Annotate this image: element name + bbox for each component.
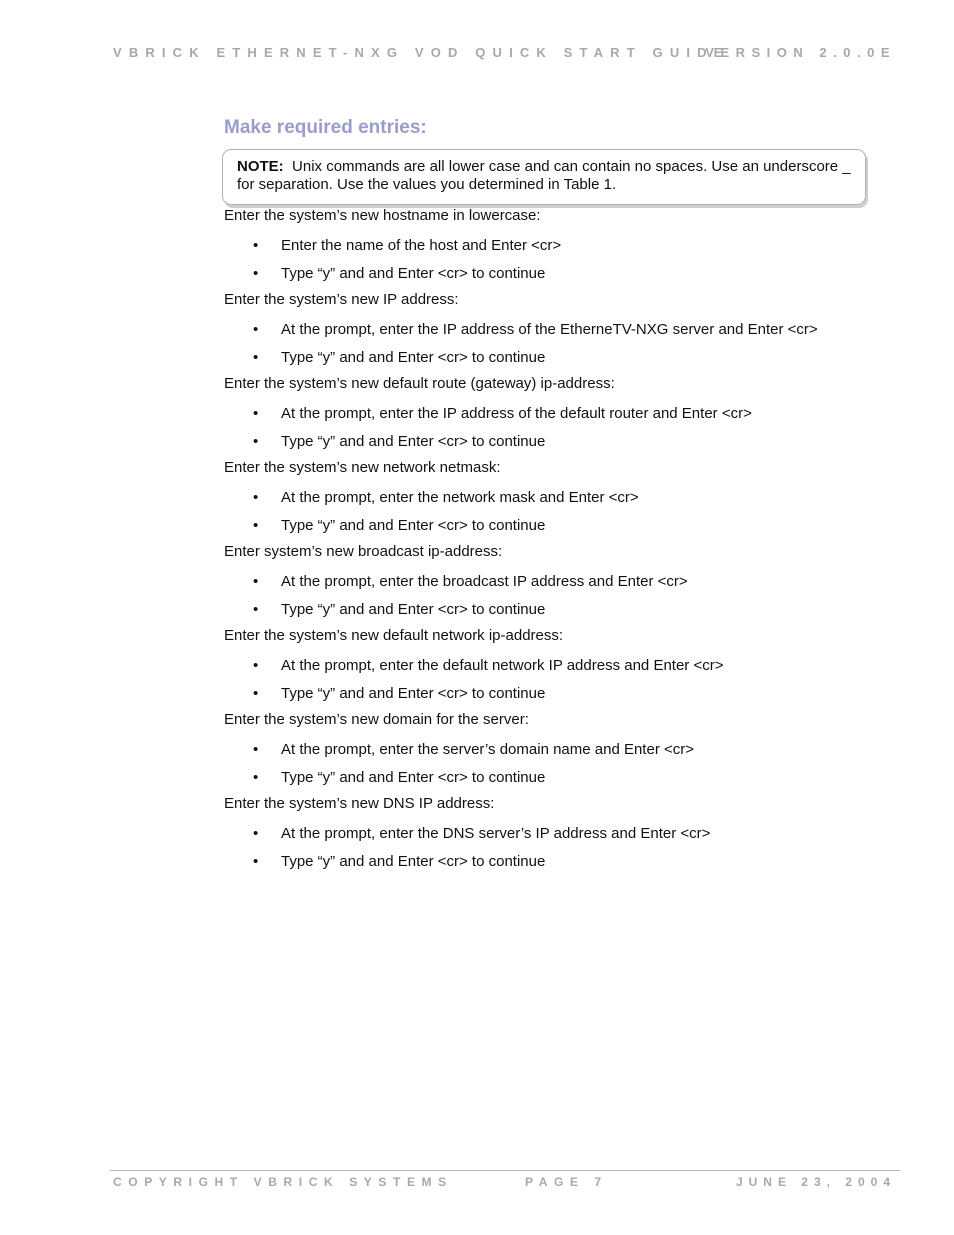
- bullet-icon: •: [253, 853, 259, 870]
- instruction-intro: Enter the system’s new DNS IP address:: [224, 795, 495, 812]
- list-item: [224, 232, 904, 260]
- list-item: [224, 764, 904, 792]
- list-item-text: At the prompt, enter the network mask and Enter <cr>: [281, 489, 639, 506]
- list-item: [224, 344, 904, 372]
- list-item: [224, 316, 904, 344]
- list-item-text: Enter the name of the host and Enter <cr>: [281, 237, 562, 254]
- bullet-icon: •: [253, 265, 259, 282]
- list-item: [224, 820, 904, 848]
- note-label: NOTE:: [237, 158, 284, 175]
- footer-rule: [110, 1170, 900, 1171]
- section-heading: Make required entries:: [224, 117, 427, 138]
- list-item-text: Type “y” and and Enter <cr> to continue: [281, 433, 546, 450]
- bullet-icon: •: [253, 685, 259, 702]
- list-item-text: At the prompt, enter the default network IP address and Enter <cr>: [281, 657, 724, 674]
- instruction-intro: Enter the system’s new default route (gateway) ip-address:: [224, 375, 615, 392]
- list-item: [224, 484, 904, 512]
- list-item-text: Type “y” and and Enter <cr> to continue: [281, 349, 546, 366]
- bullet-icon: •: [253, 349, 259, 366]
- list-item-text: At the prompt, enter the server’s domain name and Enter <cr>: [281, 741, 694, 758]
- instruction-intro: Enter the system’s new network netmask:: [224, 459, 501, 476]
- list-item: [224, 260, 904, 288]
- bullet-icon: •: [253, 741, 259, 758]
- header-version: VERSION 2.0.0E: [705, 45, 896, 60]
- bullet-icon: •: [253, 601, 259, 618]
- list-item: [224, 848, 904, 876]
- bullet-icon: •: [253, 237, 259, 254]
- bullet-icon: •: [253, 573, 259, 590]
- list-item-text: Type “y” and and Enter <cr> to continue: [281, 853, 546, 870]
- list-item: [224, 400, 904, 428]
- bullet-icon: •: [253, 769, 259, 786]
- note-box: [222, 149, 866, 205]
- list-item-text: At the prompt, enter the broadcast IP address and Enter <cr>: [281, 573, 688, 590]
- list-item: [224, 512, 904, 540]
- bullet-icon: •: [253, 405, 259, 422]
- bullet-icon: •: [253, 825, 259, 842]
- instruction-intro: Enter system’s new broadcast ip-address:: [224, 543, 503, 560]
- footer-date: JUNE 23, 2004: [735, 1175, 896, 1189]
- list-item-text: Type “y” and and Enter <cr> to continue: [281, 769, 546, 786]
- bullet-icon: •: [253, 321, 259, 338]
- list-item: [224, 652, 904, 680]
- list-item-text: Type “y” and and Enter <cr> to continue: [281, 265, 546, 282]
- instruction-intro: Enter the system’s new default network ip-address:: [224, 627, 564, 644]
- list-item: [224, 568, 904, 596]
- instructions: [224, 204, 904, 876]
- header-title: VBRICK ETHERNET-NXG VOD QUICK START GUIDE: [113, 45, 730, 60]
- bullet-icon: •: [253, 517, 259, 534]
- footer-copyright: COPYRIGHT VBRICK SYSTEMS: [113, 1175, 453, 1189]
- instruction-intro: Enter the system’s new hostname in lowercase:: [224, 207, 541, 224]
- list-item-text: Type “y” and and Enter <cr> to continue: [281, 601, 546, 618]
- bullet-icon: •: [253, 489, 259, 506]
- instruction-intro: Enter the system’s new IP address:: [224, 291, 459, 308]
- list-item: [224, 596, 904, 624]
- note-text: Unix commands are all lower case and can contain no spaces. Use an underscore _ for separation. Use the values you determined in Table 1.: [237, 158, 851, 193]
- list-item: [224, 428, 904, 456]
- bullet-icon: •: [253, 657, 259, 674]
- list-item: [224, 680, 904, 708]
- list-item: [224, 736, 904, 764]
- list-item-text: At the prompt, enter the DNS server’s IP address and Enter <cr>: [281, 825, 711, 842]
- list-item-text: Type “y” and and Enter <cr> to continue: [281, 685, 546, 702]
- list-item-text: Type “y” and and Enter <cr> to continue: [281, 517, 546, 534]
- list-item-text: At the prompt, enter the IP address of the default router and Enter <cr>: [281, 405, 752, 422]
- list-item-text: At the prompt, enter the IP address of the EtherneTV-NXG server and Enter <cr>: [281, 321, 818, 338]
- footer-page: PAGE 7: [525, 1175, 608, 1189]
- instruction-intro: Enter the system’s new domain for the server:: [224, 711, 529, 728]
- bullet-icon: •: [253, 433, 259, 450]
